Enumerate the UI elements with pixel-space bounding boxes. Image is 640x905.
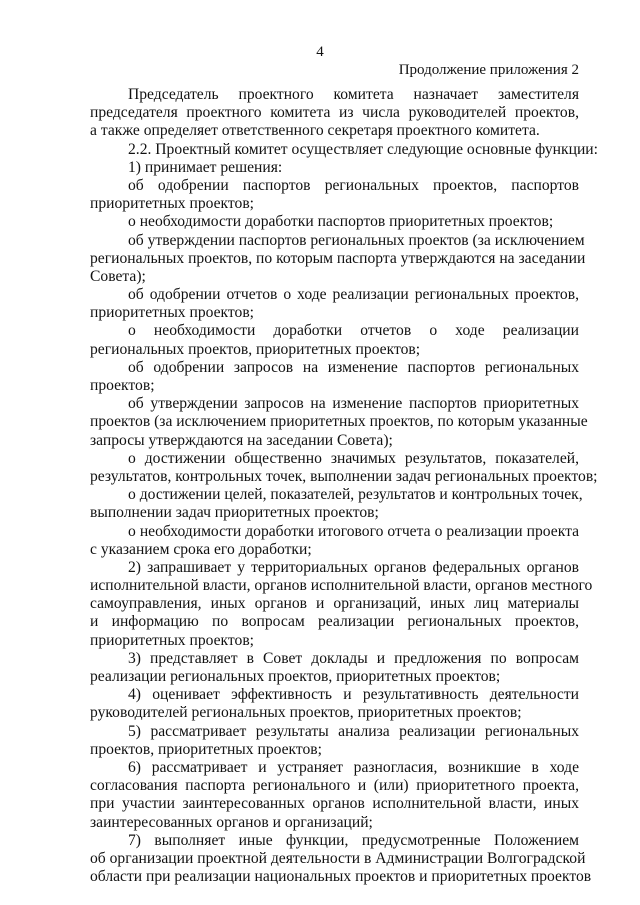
text-line: 4) оценивает эффективность и результативность деятельности bbox=[128, 686, 579, 704]
text-line: области при реализации национальных проектов и приоритетных проектов bbox=[90, 868, 592, 886]
text-line: об одобрении запросов на изменение паспортов региональных bbox=[128, 358, 579, 376]
text-line: о необходимости доработки паспортов приоритетных проектов; bbox=[128, 213, 554, 231]
text-line: приоритетных проектов; bbox=[90, 304, 255, 322]
text-line: а также определяет ответственного секретаря проектного комитета. bbox=[90, 122, 540, 140]
text-line: проектов; bbox=[90, 377, 155, 394]
page-number: 4 bbox=[316, 44, 324, 60]
text-line: региональных проектов, по которым паспорта утверждаются на заседании bbox=[90, 249, 586, 267]
text-line: об утверждении паспортов региональных проектов (за исключением bbox=[128, 231, 585, 249]
text-line: 2) запрашивает у территориальных органов федеральных органов bbox=[128, 558, 579, 576]
text-line: руководителей региональных проектов, приоритетных проектов; bbox=[90, 704, 522, 722]
text-line: и информацию по вопросам реализации региональных проектов, bbox=[90, 613, 579, 631]
text-line: Совета); bbox=[90, 267, 146, 285]
text-line: об одобрении отчетов о ходе реализации региональных проектов, bbox=[128, 286, 579, 304]
text-line: приоритетных проектов; bbox=[90, 195, 255, 213]
continuation-note: Продолжение приложения 2 bbox=[398, 62, 579, 78]
text-line: о достижении общественно значимых результатов, показателей, bbox=[128, 449, 579, 467]
text-line: 2.2. Проектный комитет осуществляет следующие основные функции: bbox=[128, 140, 598, 158]
text-line: согласования паспорта регионального и (или) приоритетного проекта, bbox=[90, 777, 579, 795]
body-text bbox=[90, 86, 598, 886]
text-line: проектов (за исключением приоритетных проектов, по которым указанные bbox=[90, 413, 588, 431]
text-line: заинтересованных органов и организаций; bbox=[90, 813, 373, 831]
text-line: председателя проектного комитета из числа руководителей проектов, bbox=[90, 104, 579, 122]
text-line: выполнении задач приоритетных проектов; bbox=[90, 504, 379, 522]
text-line: о необходимости доработки итогового отчета о реализации проекта bbox=[128, 522, 579, 540]
text-line: результатов, контрольных точек, выполнении задач региональных проектов; bbox=[90, 467, 598, 485]
text-line: об одобрении паспортов региональных проектов, паспортов bbox=[128, 176, 579, 194]
text-line: при участии заинтересованных органов исполнительной власти, иных bbox=[90, 795, 579, 813]
text-line: с указанием срока его доработки; bbox=[90, 540, 312, 558]
text-line: исполнительной власти, органов исполнительной власти, органов местного bbox=[90, 577, 593, 595]
text-line: 1) принимает решения: bbox=[128, 158, 283, 176]
text-line: Председатель проектного комитета назначает заместителя bbox=[128, 86, 579, 103]
text-line: 6) рассматривает и устраняет разногласия, возникшие в ходе bbox=[128, 758, 579, 776]
text-line: 3) представляет в Совет доклады и предложения по вопросам bbox=[128, 649, 579, 667]
text-line: о достижении целей, показателей, результатов и контрольных точек, bbox=[128, 486, 583, 504]
text-line: самоуправления, иных органов и организаций, иных лиц материалы bbox=[90, 595, 579, 613]
text-line: реализации региональных проектов, приоритетных проектов; bbox=[90, 668, 501, 685]
text-line: запросы утверждаются на заседании Совета); bbox=[90, 431, 393, 449]
text-line: приоритетных проектов; bbox=[90, 631, 255, 649]
text-line: об утверждении запросов на изменение паспортов приоритетных bbox=[128, 395, 579, 413]
text-line: региональных проектов, приоритетных проектов; bbox=[90, 340, 421, 358]
text-line: о необходимости доработки отчетов о ходе реализации bbox=[128, 322, 579, 340]
text-line: об организации проектной деятельности в Администрации Волгоградской bbox=[90, 849, 586, 867]
text-line: 7) выполняет иные функции, предусмотренные Положением bbox=[128, 831, 579, 849]
text-line: проектов, приоритетных проектов; bbox=[90, 740, 323, 758]
text-line: 5) рассматривает результаты анализа реализации региональных bbox=[128, 722, 579, 740]
